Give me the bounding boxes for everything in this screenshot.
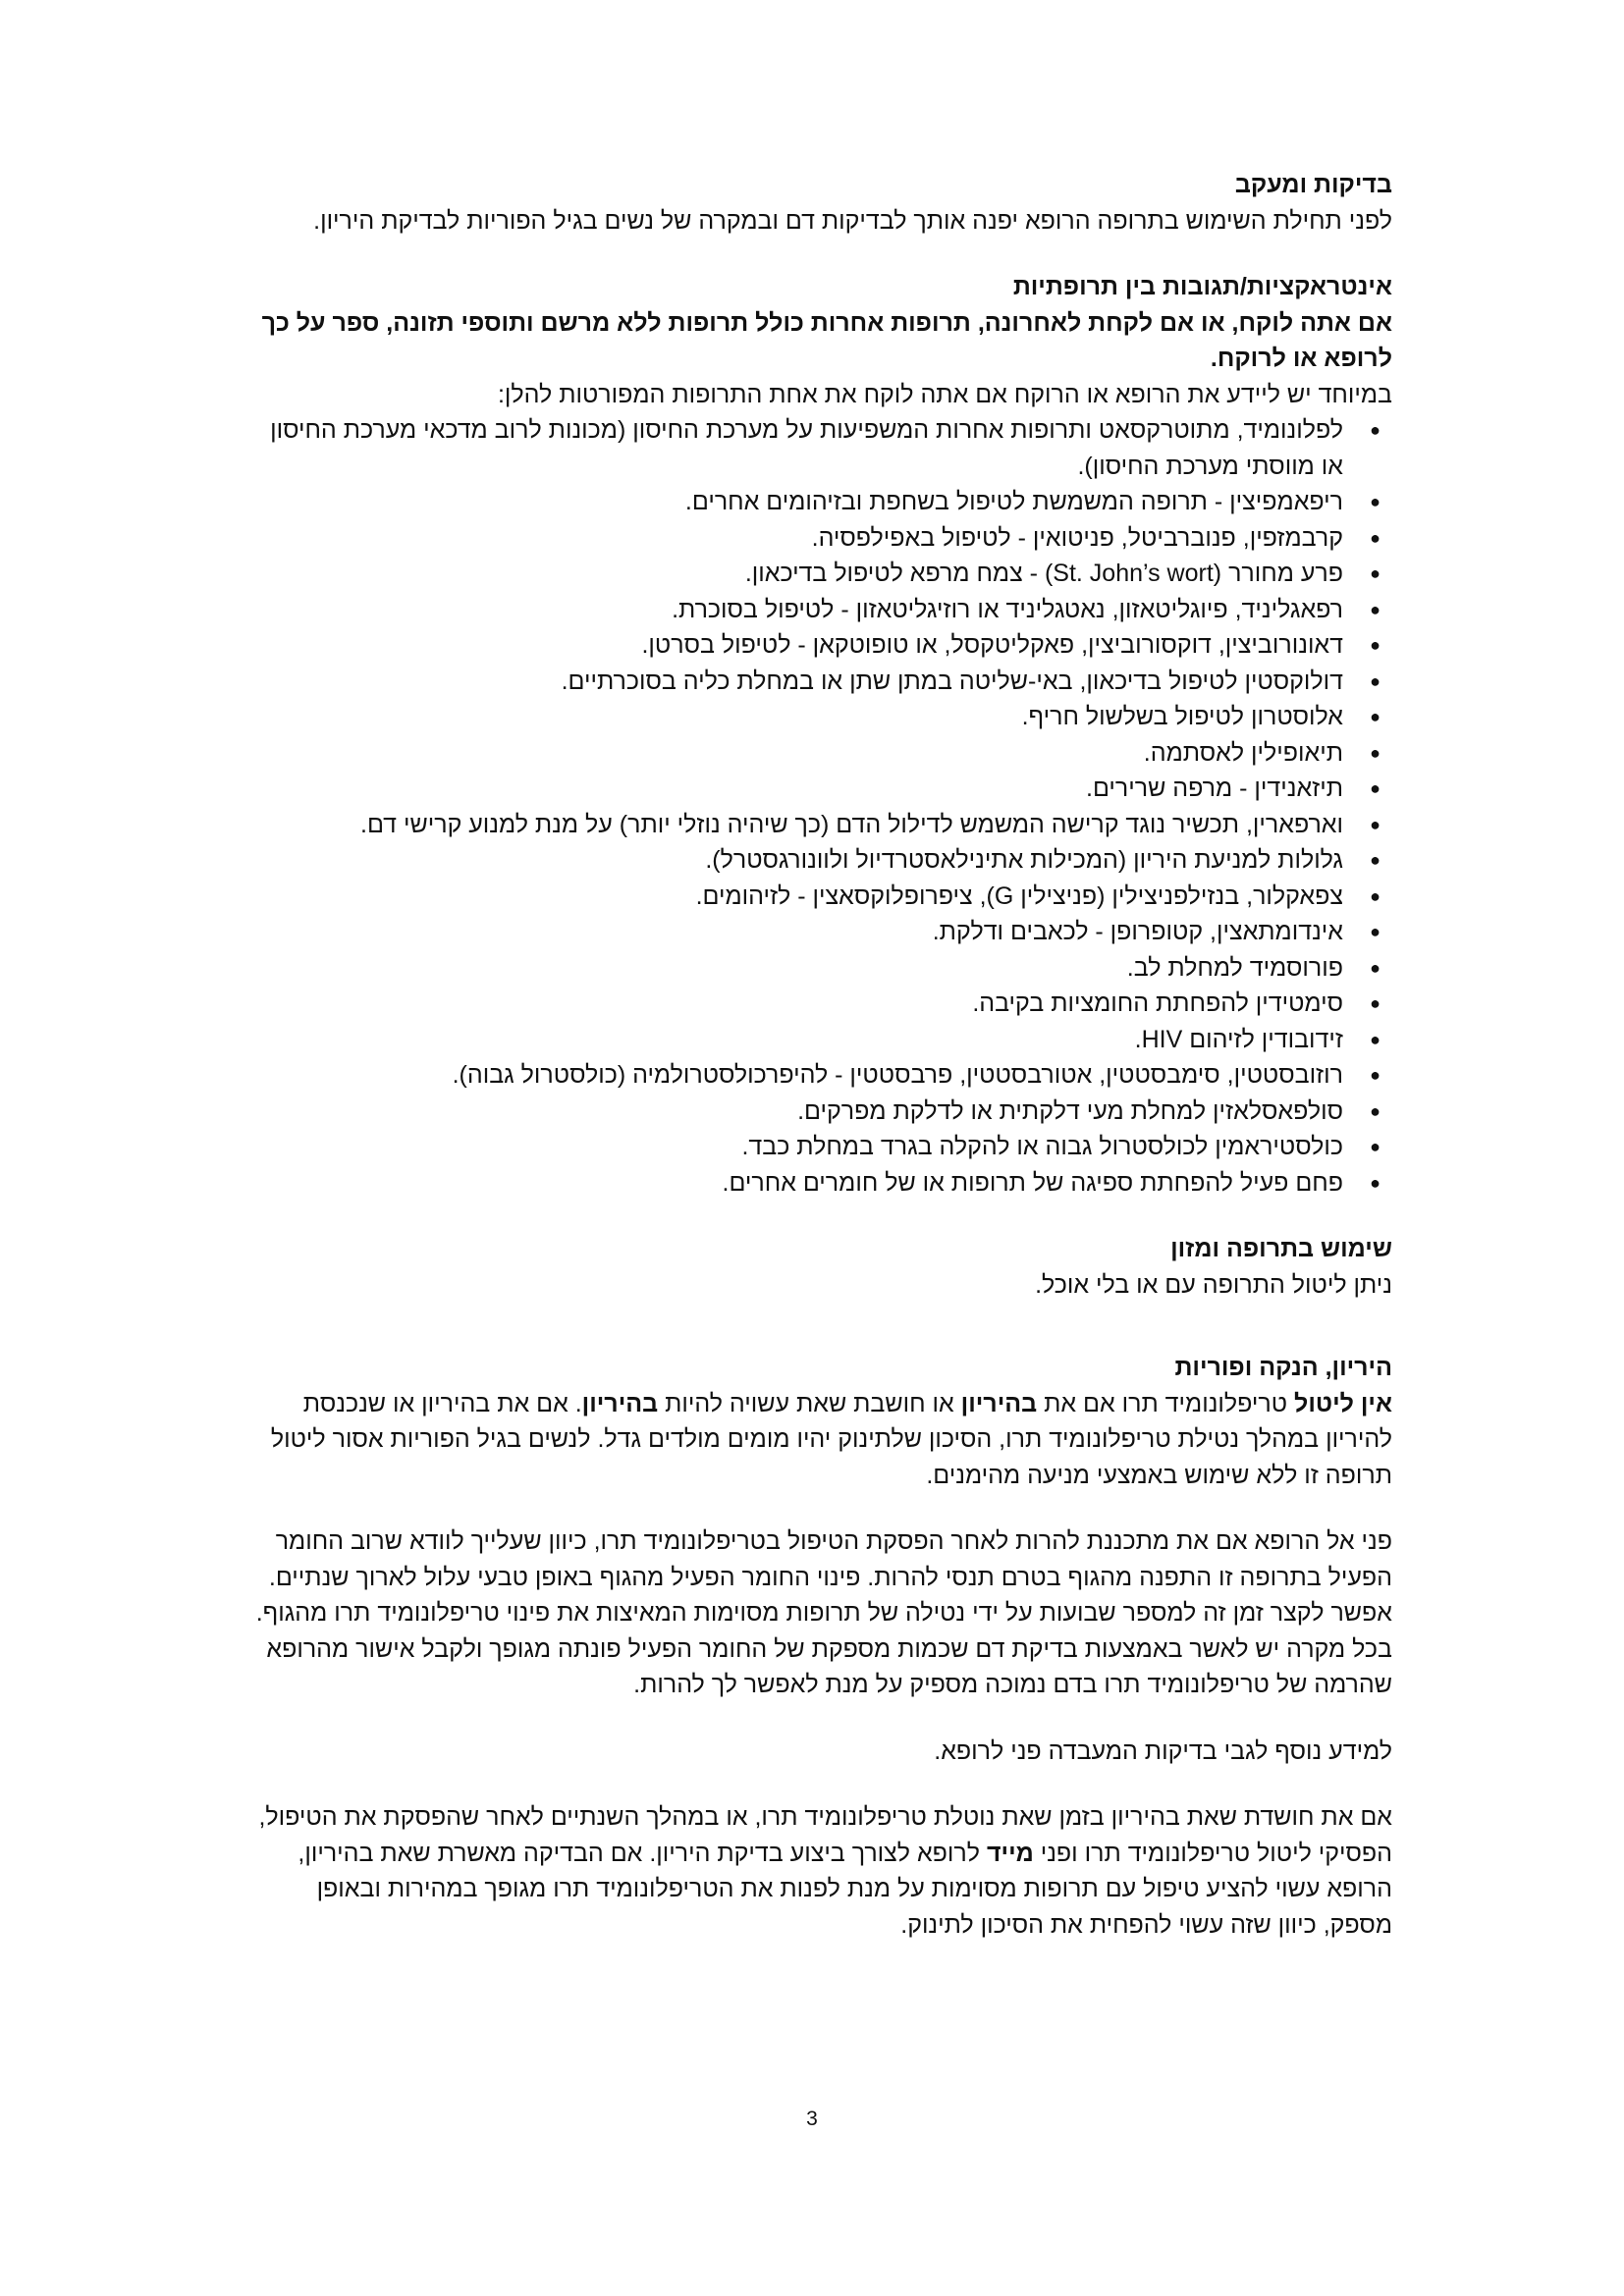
bullet-icon: ● bbox=[1370, 957, 1380, 978]
bullet-icon: ● bbox=[1370, 1137, 1380, 1156]
bullet-icon: ● bbox=[1370, 993, 1380, 1013]
list-item: ● רפאגליניד, פיוגליטאזון, נאטגליניד או רוזיגליטאזון - לטיפול בסוכרת. bbox=[244, 592, 1343, 628]
list-item: ● אינדומתאצין, קטופרופן - לכאבים ודלקת. bbox=[244, 914, 1343, 950]
bullet-icon: ● bbox=[1370, 814, 1380, 834]
list-item: ● סולפאסלאזין למחלת מעי דלקתית או לדלקת מפרקים. bbox=[244, 1094, 1343, 1130]
tests-text: לפני תחילת השימוש בתרופה הרופא יפנה אותך לבדיקות דם ובמקרה של נשים בגיל הפוריות לבדיקת היריון. bbox=[313, 206, 1392, 235]
pregnancy-section bbox=[244, 1350, 1392, 1943]
pregnancy-paragraph-2: פני אל הרופא אם את מתכננת להרות לאחר הפסקת הטיפול בטריפלונומיד תרו, כיוון שעלייך לוודא שרוב החומר הפעיל בתרופה זו התפנה מהגוף בטרם תנסי להרות. פינוי החומר הפעיל מהגוף באופן טבעי עלול לארוך שנתיים. אפשר לקצר זמן זה למספר שבועות על ידי נטילה של תרופות מסוימות המאיצות את פינוי טריפלונומיד תרו מהגוף. bbox=[255, 1527, 1392, 1627]
interactions-section bbox=[244, 269, 1392, 1201]
bullet-icon: ● bbox=[1370, 670, 1380, 691]
list-item: ● דאונורוביצין, דוקסורוביצין, פאקליטקסל, או טופוטקאן - לטיפול בסרטן. bbox=[244, 627, 1343, 664]
bullet-icon: ● bbox=[1370, 527, 1380, 548]
bullet-icon: ● bbox=[1370, 635, 1380, 655]
bullet-icon: ● bbox=[1370, 1029, 1380, 1049]
document-page bbox=[244, 167, 1392, 1943]
bullet-icon: ● bbox=[1370, 922, 1380, 941]
list-item: ● לפלונומיד, מתוטרקסאט ותרופות אחרות המשפיעות על מערכת החיסון (מכונות לרוב מדכאי מערכת החיסון או מווסתי מערכת החיסון). bbox=[244, 412, 1343, 484]
bullet-icon: ● bbox=[1370, 492, 1380, 511]
bullet-icon: ● bbox=[1370, 599, 1380, 619]
bullet-icon: ● bbox=[1370, 850, 1380, 870]
pregnancy-paragraph-1: אין ליטול טריפלונומיד תרו אם את בהיריון או חושבת שאת עשויה להיות בהיריון. אם את בהיריון או שנכנסת להיריון במהלך נטילת טריפלונומיד תרו, הסיכון שלתינוק יהיו מומים מולדים גדל. לנשים בגיל הפוריות אסור ליטול תרופה זו ללא שימוש באמצעי מניעה מהימנים. bbox=[270, 1389, 1392, 1489]
list-item: ● גלולות למניעת היריון (המכילות אתינילאסטרדיול ולוונורגסטרל). bbox=[244, 842, 1343, 879]
food-section bbox=[244, 1231, 1392, 1303]
bullet-icon: ● bbox=[1370, 778, 1380, 798]
food-heading: שימוש בתרופה ומזון bbox=[1170, 1235, 1392, 1262]
bullet-icon: ● bbox=[1370, 1172, 1380, 1193]
list-item: ● פחם פעיל להפחתת ספיגה של תרופות או של חומרים אחרים. bbox=[244, 1165, 1343, 1201]
list-item: ● פרע מחורר (St. John’s wort) - צמח מרפא לטיפול בדיכאון. bbox=[244, 556, 1343, 592]
list-item: ● רוזובסטטין, סימבסטטין, אטורבסטטין, פרבסטטין - להיפרכולסטרולמיה (כולסטרול גבוה). bbox=[244, 1057, 1343, 1094]
bullet-icon: ● bbox=[1370, 885, 1380, 906]
list-item: ● ריפאמפיצין - תרופה המשמשת לטיפול בשחפת ובזיהומים אחרים. bbox=[244, 484, 1343, 520]
food-text: ניתן ליטול התרופה עם או בלי אוכל. bbox=[1035, 1270, 1392, 1299]
list-item: ● אלוסטרון לטיפול בשלשול חריף. bbox=[244, 699, 1343, 735]
drug-list bbox=[244, 412, 1392, 1201]
list-item: ● צפאקלור, בנזילפניצילין (פניצילין G), ציפרופלוקסאצין - לזיהומים. bbox=[244, 879, 1343, 915]
pregnancy-paragraph-5: אם את חושדת שאת בהיריון בזמן שאת נוטלת טריפלונומיד תרו, או במהלך השנתיים לאחר שהפסקת את הטיפול, הפסיקי ליטול טריפלונומיד תרו ופני מייד לרופא לצורך ביצוע בדיקת היריון. אם הבדיקה מאשרת שאת בהיריון, הרופא עשוי להציע טיפול עם תרופות מסוימות על מנת לפנות את הטריפלונומיד תרו מגופך במהירות ובאופן מספק, כיוון שזה עשוי להפחית את הסיכון לתינוק. bbox=[258, 1803, 1392, 1939]
bullet-icon: ● bbox=[1370, 707, 1380, 726]
interactions-heading: אינטראקציות/תגובות בין תרופתיות bbox=[1012, 273, 1392, 300]
list-item: ● כולסטיראמין לכולסטרול גבוה או להקלה בגרד במחלת כבד. bbox=[244, 1129, 1343, 1165]
interactions-intro: במיוחד יש ליידע את הרופא או הרוקח אם אתה לוקח את אחת התרופות המפורטות להלן: bbox=[497, 380, 1392, 408]
pregnancy-paragraph-3: בכל מקרה יש לאשר באמצעות בדיקת דם שכמות מספקת של החומר הפעיל פונתה מגופך ולקבל אישור מהרופא שהרמה של טריפלונומיד תרו בדם נמוכה מספיק על מנת לאפשר לך להרות. bbox=[266, 1634, 1392, 1698]
bullet-icon: ● bbox=[1370, 563, 1380, 583]
list-item: ● סימטידין להפחתת החומציות בקיבה. bbox=[244, 986, 1343, 1022]
bullet-icon: ● bbox=[1370, 1065, 1380, 1085]
tests-heading: בדיקות ומעקב bbox=[1234, 171, 1392, 198]
page-number: 3 bbox=[806, 2108, 818, 2130]
list-item: ● וארפארין, תכשיר נוגד קרישה המשמש לדילול הדם (כך שיהיה נוזלי יותר) על מנת למנוע קרישי דם. bbox=[244, 807, 1343, 843]
list-item: ● זידובודין לזיהום HIV. bbox=[244, 1022, 1343, 1058]
bullet-icon: ● bbox=[1370, 742, 1380, 763]
list-item: ● דולוקסטין לטיפול בדיכאון, באי-שליטה במתן שתן או במחלת כליה בסוכרתיים. bbox=[244, 664, 1343, 700]
list-item: ● תיזאנידין - מרפה שרירים. bbox=[244, 771, 1343, 807]
bullet-icon: ● bbox=[1370, 420, 1380, 440]
list-item: ● פורוסמיד למחלת לב. bbox=[244, 950, 1343, 987]
tests-section bbox=[244, 167, 1392, 239]
interactions-warning: אם אתה לוקח, או אם לקחת לאחרונה, תרופות אחרות כולל תרופות ללא מרשם ותוספי תזונה, ספר על כך לרופא או לרוקח. bbox=[261, 308, 1392, 372]
list-item: ● תיאופילין לאסתמה. bbox=[244, 735, 1343, 772]
bullet-icon: ● bbox=[1370, 1100, 1380, 1121]
list-item: ● קרבמזפין, פנוברביטל, פניטואין - לטיפול באפילפסיה. bbox=[244, 520, 1343, 557]
pregnancy-paragraph-4: למידע נוסף לגבי בדיקות המעבדה פני לרופא. bbox=[934, 1736, 1392, 1765]
pregnancy-heading: היריון, הנקה ופוריות bbox=[1174, 1354, 1392, 1381]
